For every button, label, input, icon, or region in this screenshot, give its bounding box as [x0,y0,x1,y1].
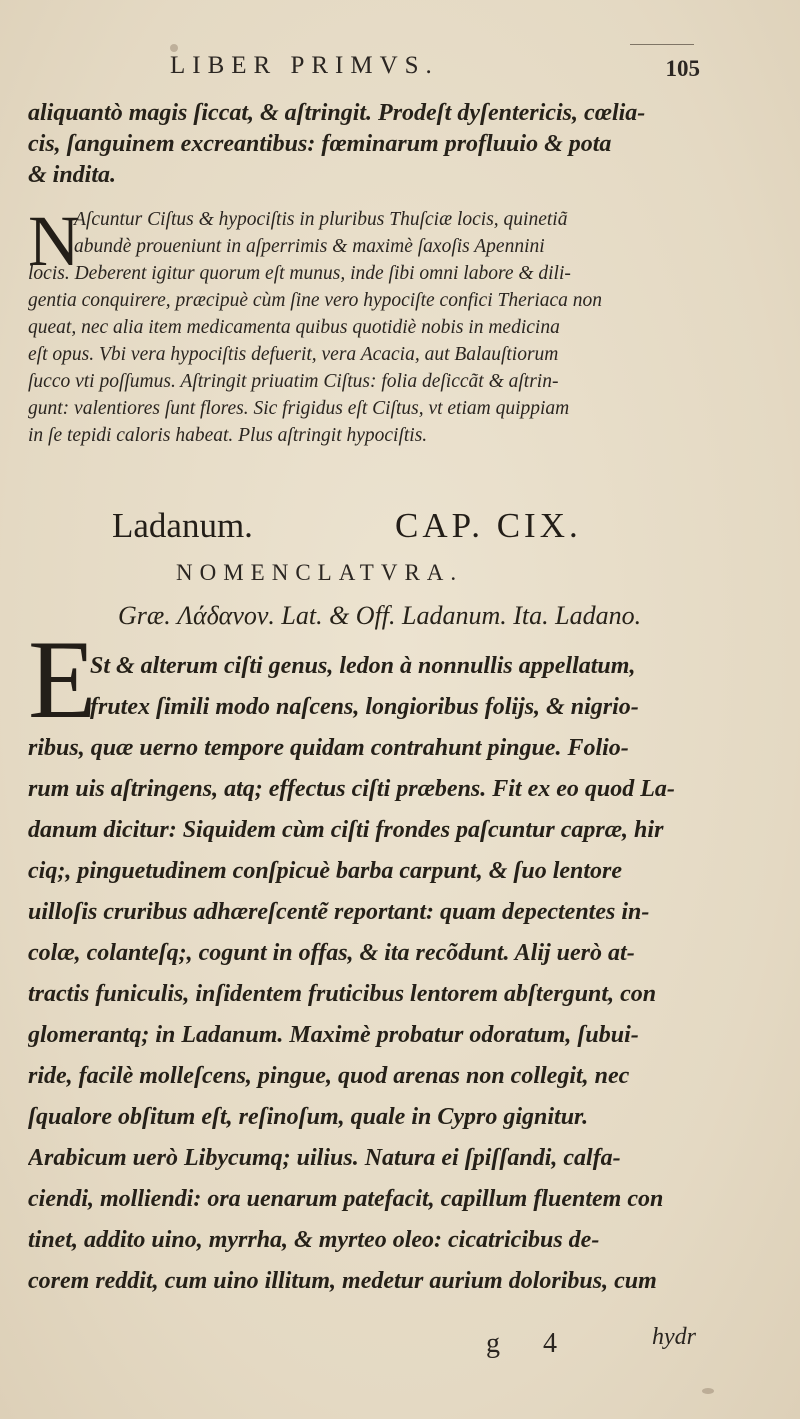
text-line: glomerantq; in Ladanum. Maximè probatur odoratum, ſubui- [28,1022,639,1048]
text-line: rum uis aſtringens, atq; effectus ciſti præbens. Fit ex eo quod La- [28,776,675,802]
text-line: corem reddit, cum uino illitum, medetur aurium doloribus, cum [28,1268,657,1294]
top-paragraph [28,98,718,191]
cistus-paragraph [28,201,718,449]
ink-spot [702,1388,714,1394]
text-line: & indita. [28,162,117,188]
text-line: Arabicum uerò Libycumq; uilius. Natura ei ſpiſſandi, calfa- [28,1145,621,1171]
text-line: uilloſis cruribus adhæreſcentẽ reportant: quam depectentes in- [28,899,650,925]
chapter-heading [112,506,692,546]
text-line: tractis funiculis, inſidentem fruticibus lentorem abſtergunt, con [28,981,657,1007]
text-line: locis. Deberent igitur quorum eſt munus, inde ſibi omni labore & dili- [28,263,571,284]
text-line: ciendi, molliendi: ora uenarum patefacit, capillum fluentem con [28,1186,664,1212]
text-line: abundè proueniunt in aſperrimis & maximè ſaxoſis Apennini [74,236,545,257]
text-line: frutex ſimili modo naſcens, longioribus folijs, & nigrio- [90,694,639,720]
signature-mark: g 4 [486,1328,575,1359]
text-line: in ſe tepidi caloris habeat. Plus aſtringit hypociſtis. [28,425,428,446]
text-line: gunt: valentiores ſunt flores. Sic frigidus eſt Ciſtus, vt etiam quippiam [28,398,570,419]
chapter-title: Ladanum. [112,506,253,545]
catchword: hydr [652,1324,696,1350]
drop-cap-n: N [28,201,80,281]
text-line: colæ, colanteſq;, cogunt in offas, & ita recõdunt. Alij uerò at- [28,940,635,966]
ink-spot [170,44,178,52]
text-line: queat, nec alia item medicamenta quibus quotidiè nobis in medicina [28,317,560,338]
chapter-number: CAP. CIX. [395,506,582,545]
nomenclature-names: Græ. Λάδανον. Lat. & Off. Ladanum. Ita. Ladano. [118,601,642,630]
text-line: eſt opus. Vbi vera hypociſtis defuerit, vera Acacia, aut Balauſtiorum [28,344,559,365]
nomenclatura-heading: NOMENCLATVRA. [176,560,464,585]
text-line: St & alterum ciſti genus, ledon à nonnullis appellatum, [90,653,636,679]
text-line: gentia conquirere, præcipuè cùm ſine vero hypociſte confici Theriaca non [28,290,603,311]
page-number: 105 [665,56,700,81]
text-line: cis, ſanguinem excreantibus: fœminarum profluuio & pota [28,131,612,157]
header-rule [630,44,694,45]
drop-cap-e: E [28,618,97,742]
text-line: danum dicitur: Siquidem cùm ciſti frondes paſcuntur capræ, hir [28,817,664,843]
running-head: LIBER PRIMVS. [170,52,439,79]
text-line: ſucco vti poſſumus. Aſtringit priuatim Ciſtus: folia deſiccãt & aſtrin- [28,371,559,392]
ladanum-paragraph [28,646,718,1302]
text-line: ride, facilè molleſcens, pingue, quod arenas non collegit, nec [28,1063,630,1089]
text-line: ciq;, pinguetudinem conſpicuè barba carpunt, & ſuo lentore [28,858,623,884]
text-line: ribus, quæ uerno tempore quidam contrahunt pingue. Folio- [28,735,629,761]
text-line: tinet, addito uino, myrrha, & myrteo oleo: cicatricibus de- [28,1227,600,1253]
text-line: aliquantò magis ſiccat, & aſtringit. Prodeſt dyſentericis, cœlia- [28,100,646,126]
text-line: ſqualore obſitum eſt, reſinoſum, quale in Cypro gignitur. [28,1104,589,1130]
text-line: Aſcuntur Ciſtus & hypociſtis in pluribus Thuſciæ locis, quinetiã [74,209,568,230]
